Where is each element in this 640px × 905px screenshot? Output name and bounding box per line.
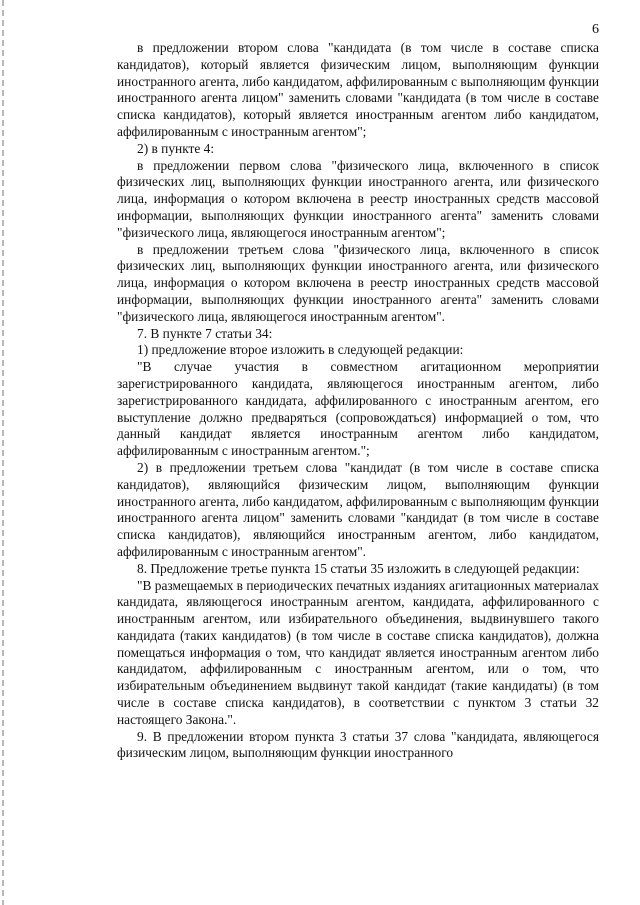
page-number: 6 — [592, 22, 599, 37]
paragraph: 2) в пункте 4: — [137, 140, 215, 156]
paragraph: 9. В предложении втором пункта 3 статьи 37 слова "кандидата, являющегося физическим лицом, выполняющим функции иностранного — [117, 728, 599, 761]
paragraph: в предложении первом слова "физического лица, включенного в список физических лиц, выполняющих функции иностранного агента, или физического лица, информация о котором включена в реестр иностранных средств массовой информации, выполняющих функции иностранного агента" заменить словами "физического лица, являющегося иностранным агентом"; — [117, 157, 599, 240]
document-body — [117, 40, 599, 762]
paragraph: "В размещаемых в периодических печатных изданиях агитационных материалах кандидата, являющегося иностранным агентом, кандидата, аффилированного с иностранным агентом, или избирательного объединения, выдвинувшего такого кандидата (таких кандидатов) (в том числе в составе списка кандидатов), должна помещаться информация о том, что кандидат является иностранным агентом либо кандидатом, аффилированным с иностранным агентом, или о том, что избирательным объединением выдвинут такой кандидат (такие кандидаты) (в том числе в составе списка кандидатов), в соответствии с пунктом 3 статьи 32 настоящего Закона.". — [117, 577, 599, 727]
paragraph: 1) предложение второе изложить в следующей редакции: — [137, 342, 464, 358]
paragraph: "В случае участия в совместном агитационном мероприятии зарегистрированного кандидата, являющегося иностранным агентом, либо зарегистрированного кандидата, аффилированного с иностранным агентом, его выступление должно предваряться (сопровождаться) информацией о том, что данный кандидат является иностранным агентом либо кандидатом, аффилированным с иностранным агентом."; — [117, 359, 599, 459]
paragraph: 7. В пункте 7 статьи 34: — [137, 325, 273, 341]
paragraph: 2) в предложении третьем слова "кандидат (в том числе в составе списка кандидатов), являющийся физическим лицом, выполняющим функции иностранного агента, либо кандидатом, аффилированным с выполняющим функции иностранного агента лицом" заменить словами "кандидат (в том числе в составе списка кандидатов), являющийся иностранным агентом, либо кандидатом, аффилированным с иностранным агентом". — [117, 459, 599, 559]
scan-edge — [2, 0, 4, 905]
paragraph: в предложении втором слова "кандидата (в том числе в составе списка кандидатов), который является физическим лицом, выполняющим функции иностранного агента, либо кандидатом, аффилированным с выполняющим функции иностранного агента лицом" заменить словами "кандидата (в том числе в составе списка кандидатов), который является иностранным агентом либо кандидатом, аффилированным с иностранным агентом"; — [117, 40, 599, 139]
paragraph: в предложении третьем слова "физического лица, включенного в список физических лиц, выполняющих функции иностранного агента, или физического лица, информация о котором включена в реестр иностранных средств массовой информации, выполняющих функции иностранного агента" заменить словами "физического лица, являющегося иностранным агентом". — [117, 241, 599, 324]
paragraph: 8. Предложение третье пункта 15 статьи 35 изложить в следующей редакции: — [137, 560, 580, 576]
